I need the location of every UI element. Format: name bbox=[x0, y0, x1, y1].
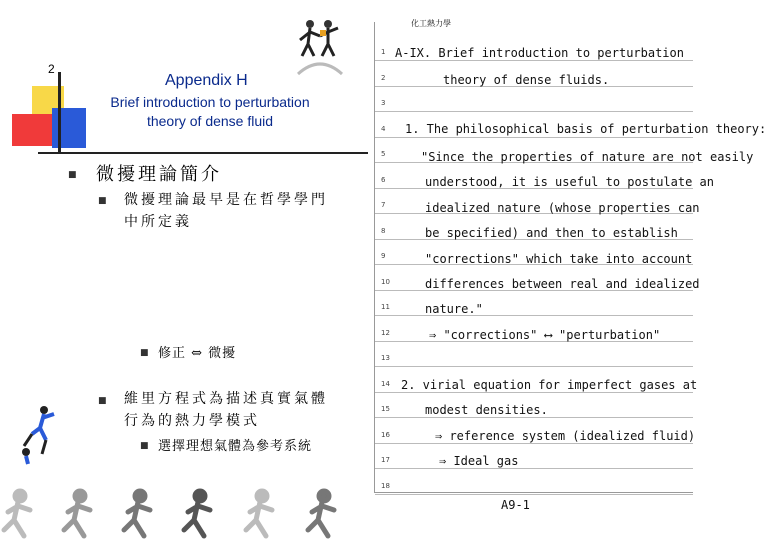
notes-line-2: theory of dense fluids. bbox=[443, 73, 610, 87]
notes-line-3: 1. The philosophical basis of perturbation theory: bbox=[405, 122, 766, 136]
slide-title: Appendix H bbox=[165, 72, 248, 89]
line-number: 17 bbox=[381, 456, 390, 464]
line-number: 9 bbox=[381, 252, 386, 260]
notes-line-15: ⇒ Ideal gas bbox=[439, 454, 519, 468]
line-number: 10 bbox=[381, 277, 390, 286]
bullet-square-icon: ■ bbox=[140, 441, 149, 451]
ruled-line bbox=[375, 315, 693, 316]
climber-figure-icon bbox=[14, 404, 60, 466]
notes-line-9: differences between real and idealized bbox=[425, 277, 700, 291]
notes-line-1: A-IX. Brief introduction to perturbation bbox=[395, 46, 684, 60]
notes-line-6: idealized nature (whose properties can bbox=[425, 201, 700, 215]
line-number: 18 bbox=[381, 481, 390, 490]
bullet-square-icon: ■ bbox=[140, 348, 149, 358]
ruled-line bbox=[375, 366, 693, 367]
ruled-line bbox=[375, 417, 693, 418]
line-number: 8 bbox=[381, 226, 386, 235]
ruled-line bbox=[375, 468, 693, 469]
bullet-1-1: 微擾理論最早是在哲學學門中所定義 bbox=[124, 192, 328, 230]
notes-line-12: 2. virial equation for imperfect gases at bbox=[401, 378, 698, 392]
runner-row-icon bbox=[0, 488, 370, 540]
line-number: 2 bbox=[381, 73, 386, 82]
ruled-line bbox=[375, 494, 693, 495]
slide-subtitle: Brief introduction to perturbation theory of dense fluid bbox=[110, 94, 310, 129]
bullet-1-2: 修正 ⇔ 微擾 bbox=[158, 346, 237, 361]
ruled-line bbox=[375, 60, 693, 61]
notes-line-13: modest densities. bbox=[425, 403, 548, 417]
notes-line-8: "corrections" which take into account bbox=[425, 252, 693, 266]
line-number: 3 bbox=[381, 99, 386, 107]
line-number: 16 bbox=[381, 430, 390, 439]
line-number: 7 bbox=[381, 201, 386, 209]
line-number: 5 bbox=[381, 150, 386, 158]
line-number: 12 bbox=[381, 328, 390, 337]
running-figures-icon bbox=[296, 14, 344, 86]
line-number: 11 bbox=[381, 303, 390, 311]
line-number: 6 bbox=[381, 175, 386, 184]
notes-line-10: nature." bbox=[425, 302, 483, 316]
notes-line-5: understood, it is useful to postulate an bbox=[425, 175, 714, 189]
bullet-square-icon: ■ bbox=[98, 396, 107, 406]
line-number: 15 bbox=[381, 405, 390, 413]
notes-line-14: ⇒ reference system (idealized fluid) bbox=[435, 429, 696, 443]
bullet-1: 微擾理論簡介 bbox=[96, 164, 222, 185]
bullet-square-icon: ■ bbox=[68, 170, 77, 180]
line-number: 13 bbox=[381, 354, 390, 362]
ruled-line bbox=[375, 137, 693, 138]
handwritten-notes-panel bbox=[374, 19, 766, 512]
bullet-2: 維里方程式為描述真實氣體行為的熱力學模式 bbox=[124, 391, 328, 429]
bullet-square-icon: ■ bbox=[98, 196, 107, 206]
line-number: 14 bbox=[381, 379, 390, 388]
line-number: 1 bbox=[381, 48, 386, 56]
slide-number: 2 bbox=[48, 62, 55, 76]
decor-vertical-line bbox=[58, 72, 61, 154]
notes-line-7: be specified) and then to establish bbox=[425, 226, 678, 240]
notes-line-11: ⇒ "corrections" ⟷ "perturbation" bbox=[429, 328, 661, 342]
decor-red-square bbox=[12, 114, 54, 146]
ruled-line bbox=[375, 111, 693, 112]
notes-footer: A9-1 bbox=[501, 498, 530, 512]
bullet-2-1: 選擇理想氣體為參考系統 bbox=[158, 439, 313, 454]
notes-line-4: "Since the properties of nature are not easily bbox=[421, 150, 754, 164]
line-number: 4 bbox=[381, 124, 386, 133]
notes-header: 化工熱力學 bbox=[411, 19, 451, 28]
decor-horizontal-line bbox=[38, 152, 368, 154]
